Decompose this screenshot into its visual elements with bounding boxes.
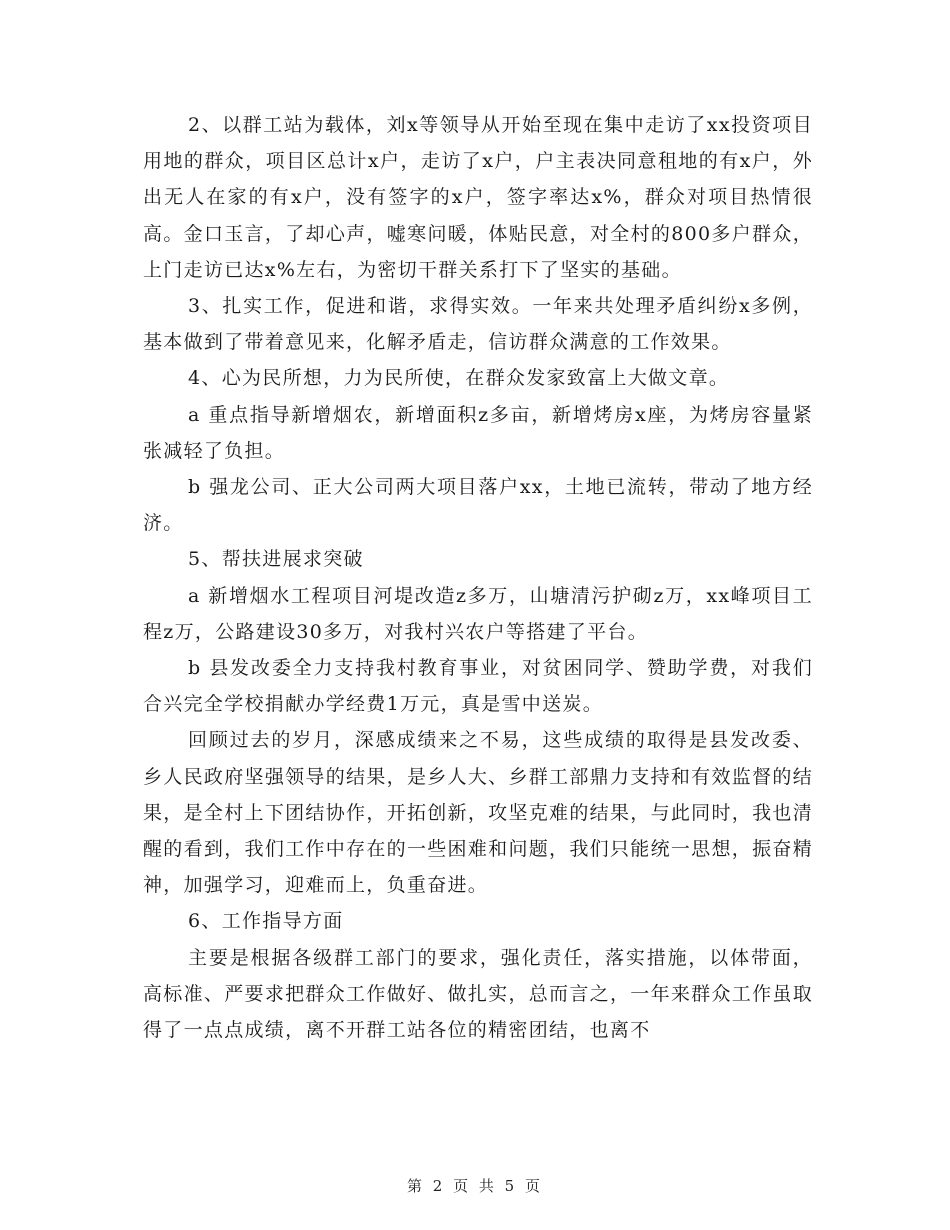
paragraph: 主要是根据各级群工部门的要求，强化责任，落实措施，以体带面，高标准、严要求把群众工作做好、做扎实，总而言之，一年来群众工作虽取得了一点点成绩，离不开群工站各位的精密团结，也离不: [143, 946, 813, 1042]
paragraph: 回顾过去的岁月，深感成绩来之不易，这些成绩的取得是县发改委、乡人民政府坚强领导的结果，是乡人大、乡群工部鼎力支持和有效监督的结果，是全村上下团结协作，开拓创新，攻坚克难的结果，与此同时，我也清醒的看到，我们工作中存在的一些困难和问题，我们只能统一思想，振奋精神，加强学习，迎难而上，负重奋进。: [143, 729, 813, 897]
paragraph: 2、以群工站为载体，刘x等领导从开始至现在集中走访了xx投资项目用地的群众，项目区总计x户，走访了x户，户主表决同意租地的有x户，外出无人在家的有x户，没有签字的x户，签字率达x%，群众对项目热情很高。金口玉言，了却心声，嘘寒问暖，体贴民意，对全村的800多户群众，上门走访已达x%左右，为密切干群关系打下了坚实的基础。: [143, 114, 813, 281]
section-heading: 6、工作指导方面: [188, 910, 344, 933]
paragraph: b 县发改委全力支持我村教育事业，对贫困同学、赞助学费，对我们合兴完全学校捐献办学经费1万元，真是雪中送炭。: [143, 657, 813, 716]
document-body: [143, 107, 813, 1048]
paragraph: 3、扎实工作，促进和谐，求得实效。一年来共处理矛盾纠纷x多例，基本做到了带着意见来，化解矛盾走，信访群众满意的工作效果。: [143, 295, 813, 354]
paragraph: a 新增烟水工程项目河堤改造z多万，山塘清污护砌z万，xx峰项目工程z万，公路建设30多万，对我村兴农户等搭建了平台。: [143, 584, 813, 643]
paragraph: a 重点指导新增烟农，新增面积z多亩，新增烤房x座，为烤房容量紧张减轻了负担。: [143, 403, 813, 462]
paragraph: 4、心为民所想，力为民所使，在群众发家致富上大做文章。: [188, 367, 730, 390]
page-number-footer: 第 2 页 共 5 页: [407, 1177, 543, 1195]
section-heading: 5、帮扶进展求突破: [188, 548, 364, 571]
paragraph: b 强龙公司、正大公司两大项目落户xx，土地已流转，带动了地方经济。: [143, 476, 813, 535]
